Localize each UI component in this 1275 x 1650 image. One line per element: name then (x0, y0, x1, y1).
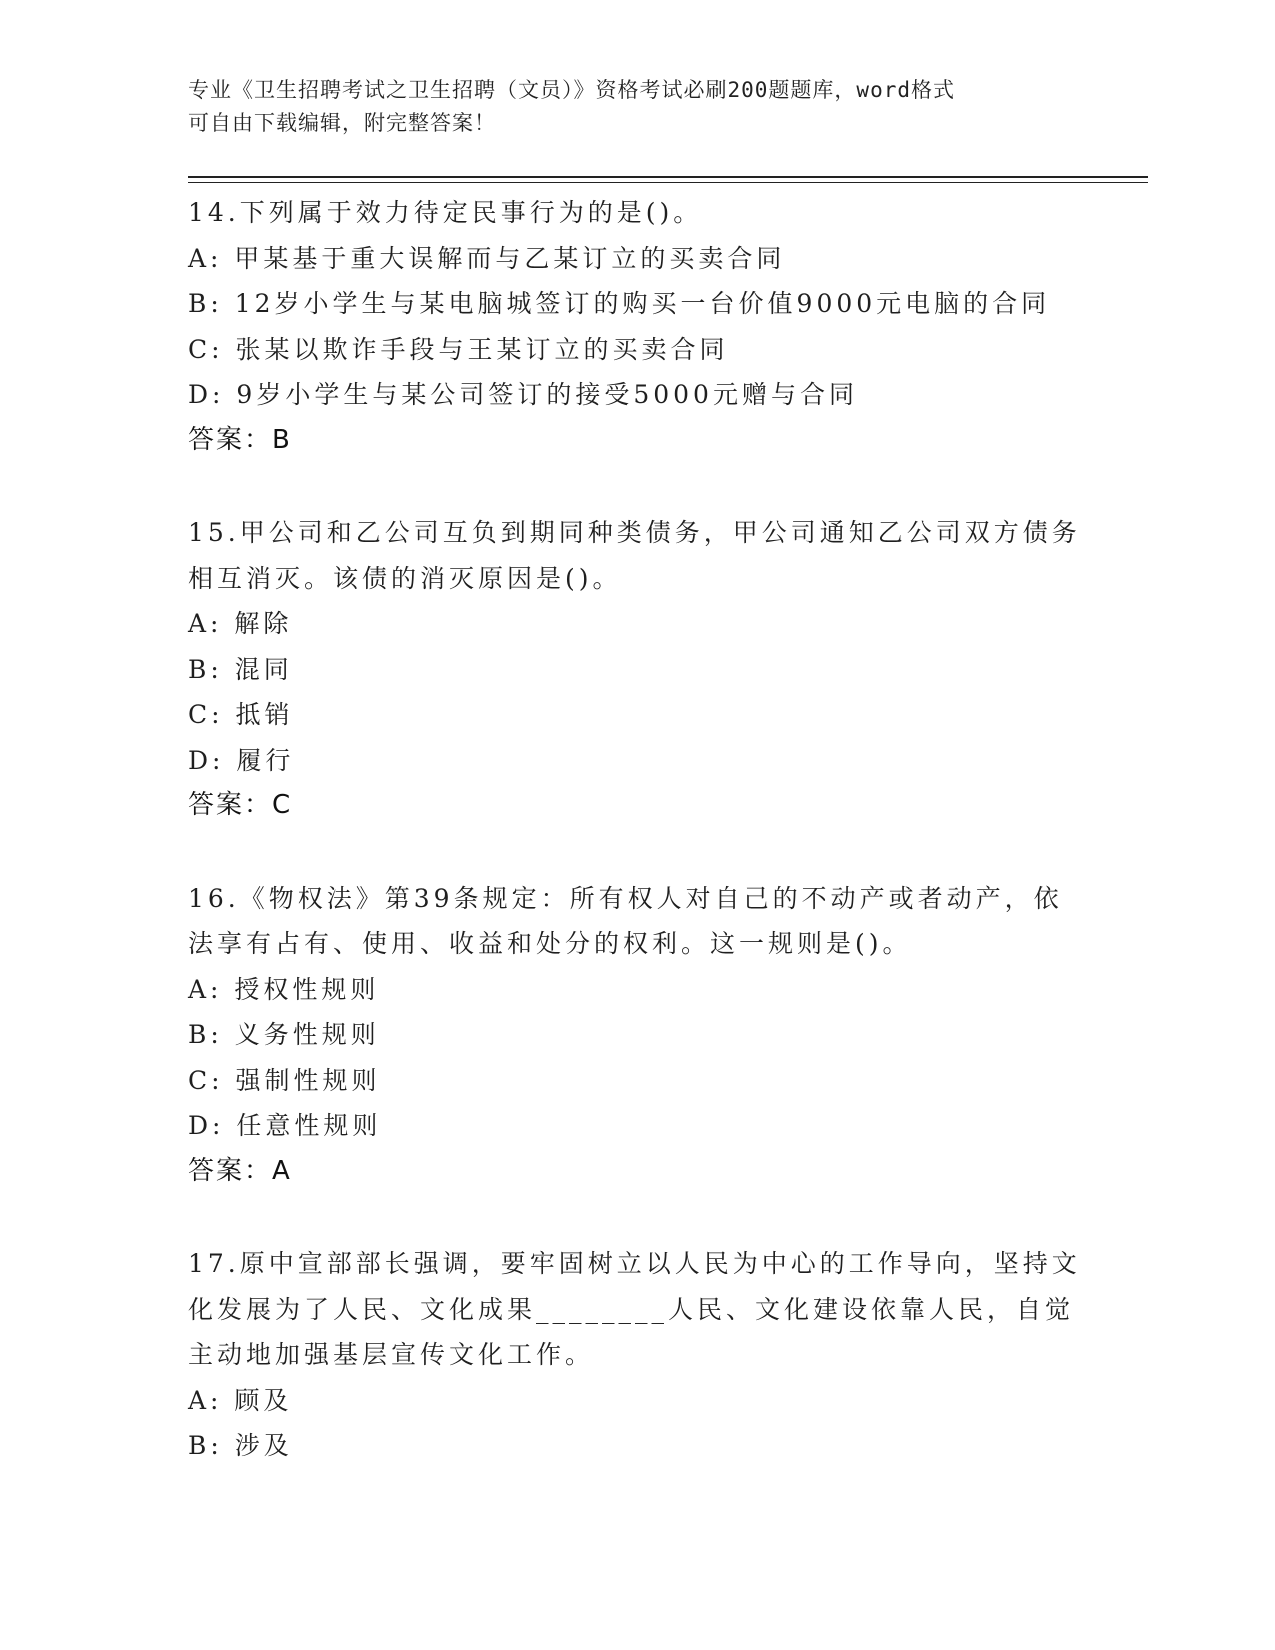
header-line-2: 可自由下载编辑，附完整答案！ (188, 111, 496, 135)
header-divider-thick (188, 176, 1148, 178)
answer-option: A: 顾及 (188, 1385, 293, 1415)
question-stem-line: 法享有占有、使用、收益和处分的权利。这一规则是()。 (188, 929, 912, 958)
answer-option: A: 授权性规则 (188, 974, 380, 1004)
question-block (188, 510, 1088, 829)
header-divider-thin (188, 182, 1148, 183)
answer-key: 答案：A (188, 1155, 292, 1186)
question-block (188, 1241, 1088, 1469)
answer-option: C: 张某以欺诈手段与王某订立的买卖合同 (188, 334, 729, 364)
question-stem-line: 14.下列属于效力待定民事行为的是()。 (188, 198, 703, 227)
question-list (188, 190, 1088, 1516)
question-stem-line: 15.甲公司和乙公司互负到期同种类债务，甲公司通知乙公司双方债务 (188, 518, 1081, 547)
header-line-1: 专业《卫生招聘考试之卫生招聘（文员）》资格考试必刷200题题库，word格式 (188, 78, 955, 102)
answer-option: B: 义务性规则 (188, 1020, 380, 1049)
answer-option: D: 9岁小学生与某公司签订的接受5000元赠与合同 (188, 380, 858, 409)
question-stem-line: 相互消灭。该债的消灭原因是()。 (188, 563, 622, 593)
answer-option: A: 甲某基于重大误解而与乙某订立的买卖合同 (188, 243, 786, 273)
question-block (188, 190, 1088, 463)
answer-option: C: 抵销 (188, 700, 294, 729)
question-stem-line: 化发展为了人民、文化成果________人民、文化建设依靠人民，自觉 (188, 1294, 1075, 1324)
answer-option: B: 12岁小学生与某电脑城签订的购买一台价值9000元电脑的合同 (188, 289, 1051, 318)
answer-key: 答案：B (188, 424, 292, 455)
question-block (188, 876, 1088, 1195)
answer-option: C: 强制性规则 (188, 1065, 381, 1095)
answer-key: 答案：C (188, 790, 293, 820)
question-stem-line: 主动地加强基层宣传文化工作。 (188, 1340, 595, 1369)
question-stem-line: 17.原中宣部部长强调，要牢固树立以人民为中心的工作导向，坚持文 (188, 1249, 1081, 1278)
answer-option: D: 履行 (188, 745, 295, 775)
question-stem-line: 16.《物权法》第39条规定：所有权人对自己的不动产或者动产，依 (188, 883, 1063, 913)
answer-option: D: 任意性规则 (188, 1111, 382, 1140)
answer-option: A: 解除 (188, 609, 293, 638)
answer-option: B: 混同 (188, 654, 293, 684)
document-header (188, 74, 1088, 140)
answer-option: B: 涉及 (188, 1431, 293, 1460)
